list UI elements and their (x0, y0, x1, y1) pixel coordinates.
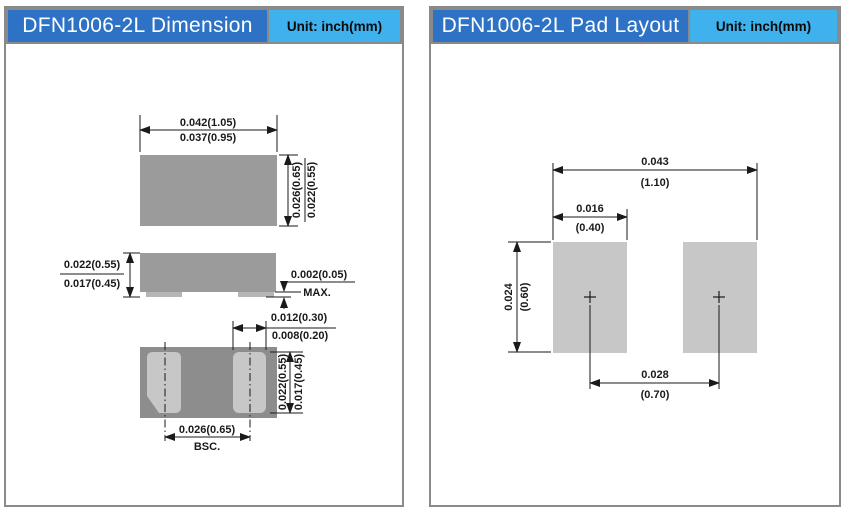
dim-pad-height-inch: 0.024 (503, 283, 515, 311)
dim-side-height-max: 0.022(0.55) (63, 259, 121, 271)
pad-layout-drawing (431, 44, 839, 508)
pad-layout-panel-header (431, 8, 839, 44)
top-view (140, 115, 318, 226)
dim-pitch-mm: (0.70) (640, 389, 670, 401)
dim-pitch-inch: 0.028 (641, 369, 669, 381)
dim-bottom-pad-length-max: 0.022(0.55) (277, 353, 289, 411)
pad-layout-unit-badge: Unit: inch(mm) (690, 8, 839, 44)
dim-bottom-pitch-note: BSC. (193, 441, 221, 453)
dimension-drawing (6, 44, 402, 508)
dim-side-height-min: 0.017(0.45) (63, 278, 121, 290)
dim-overall-width-mm: (1.10) (640, 177, 670, 189)
side-view-body (140, 253, 276, 292)
dim-pad-height-mm: (0.60) (519, 282, 531, 312)
dim-pad-width-inch: 0.016 (576, 203, 604, 215)
terminal-right (238, 292, 274, 297)
side-view (60, 253, 355, 309)
pad-layout-panel-title: DFN1006-2L Pad Layout (431, 8, 690, 44)
dim-bottom-pad-length-min: 0.017(0.45) (293, 353, 305, 411)
dim-overall-width-inch: 0.043 (641, 156, 669, 168)
dimension-unit-badge: Unit: inch(mm) (269, 8, 402, 44)
dim-top-depth-max: 0.026(0.65) (291, 161, 303, 219)
terminal-left (146, 292, 182, 297)
bottom-view (140, 312, 336, 453)
dimension-panel-title: DFN1006-2L Dimension (6, 8, 269, 44)
dim-top-depth-min: 0.022(0.55) (306, 161, 318, 219)
dim-side-standoff: 0.002(0.05) (290, 269, 348, 281)
dim-top-width-max: 0.042(1.05) (179, 117, 237, 129)
top-view-body (140, 155, 277, 226)
pad-layout-view (503, 156, 757, 401)
dim-top-width-min: 0.037(0.95) (179, 132, 237, 144)
dim-bottom-pitch: 0.026(0.65) (178, 424, 236, 436)
dim-bottom-pad-width-max: 0.012(0.30) (270, 312, 328, 324)
dim-pad-width-mm: (0.40) (575, 222, 605, 234)
dim-bottom-pad-width-min: 0.008(0.20) (271, 330, 329, 342)
dimension-panel-header (6, 8, 402, 44)
dim-side-standoff-note: MAX. (303, 287, 331, 299)
